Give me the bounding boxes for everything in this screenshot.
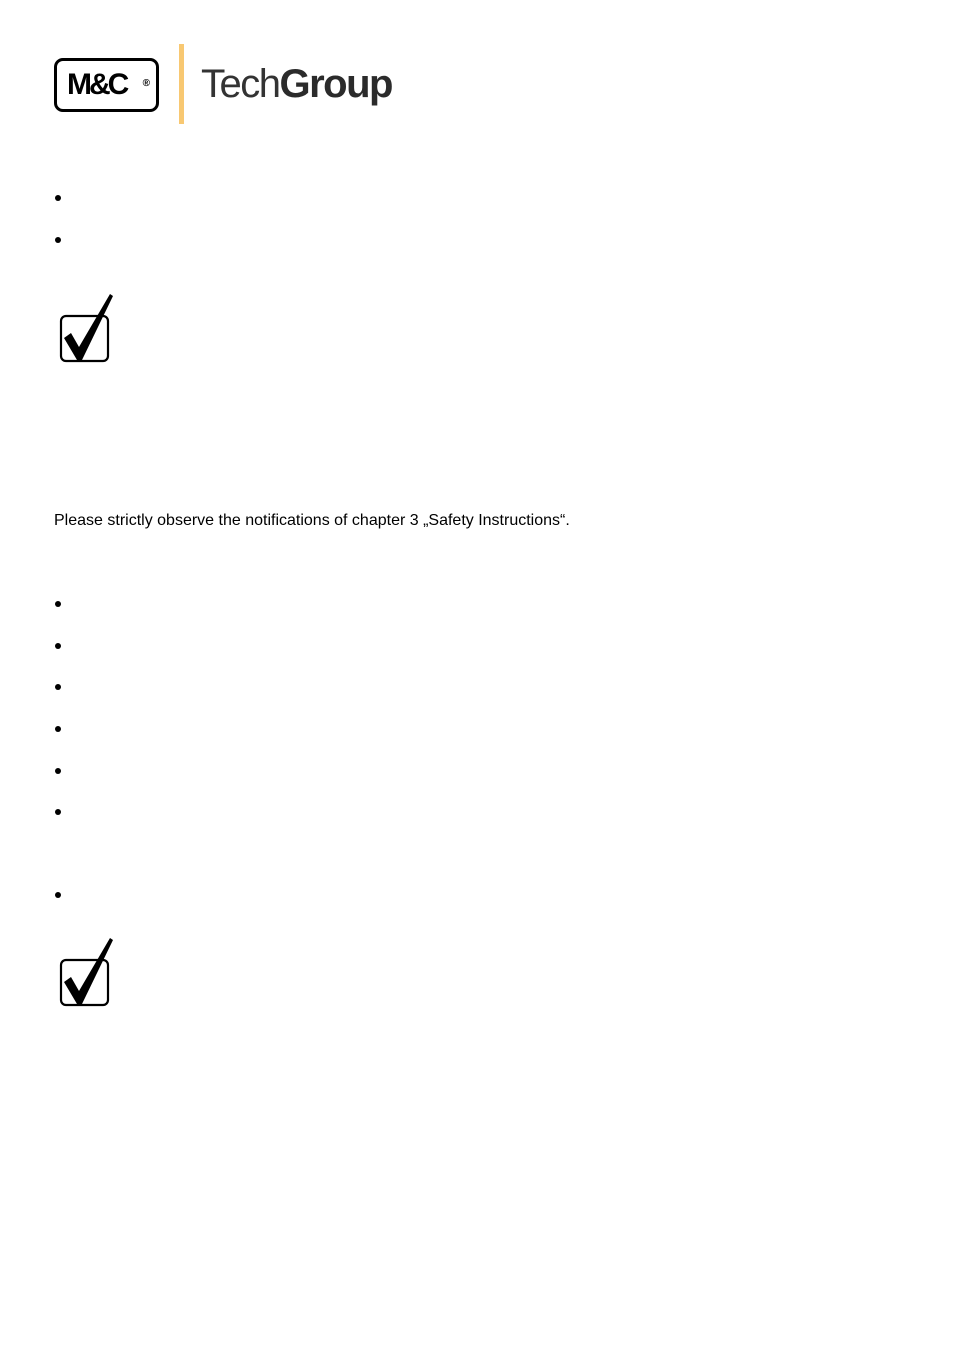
wordmark-tech: Tech <box>201 62 280 106</box>
checkbox-checked-icon <box>58 936 114 1008</box>
mc-logo-text: M&C <box>67 68 127 101</box>
checkbox-checked-icon <box>58 292 114 364</box>
safety-notice-text: Please strictly observe the notifications of chapter 3 „Safety Instructions“. <box>54 512 570 529</box>
bullet-icon <box>54 600 64 610</box>
bullet-icon <box>54 194 64 204</box>
bullet-icon <box>54 642 64 652</box>
bullet-icon <box>54 891 64 901</box>
registered-mark: ® <box>142 78 150 89</box>
bullet-icon <box>54 767 64 777</box>
techgroup-wordmark <box>201 60 392 108</box>
mc-logo-badge <box>54 58 159 112</box>
bullet-icon <box>54 236 64 246</box>
bullet-icon <box>54 808 64 818</box>
bullet-icon <box>54 683 64 693</box>
logo-divider-bar <box>179 44 184 124</box>
bullet-icon <box>54 725 64 735</box>
wordmark-group: Group <box>279 62 392 106</box>
company-logo <box>54 44 394 126</box>
